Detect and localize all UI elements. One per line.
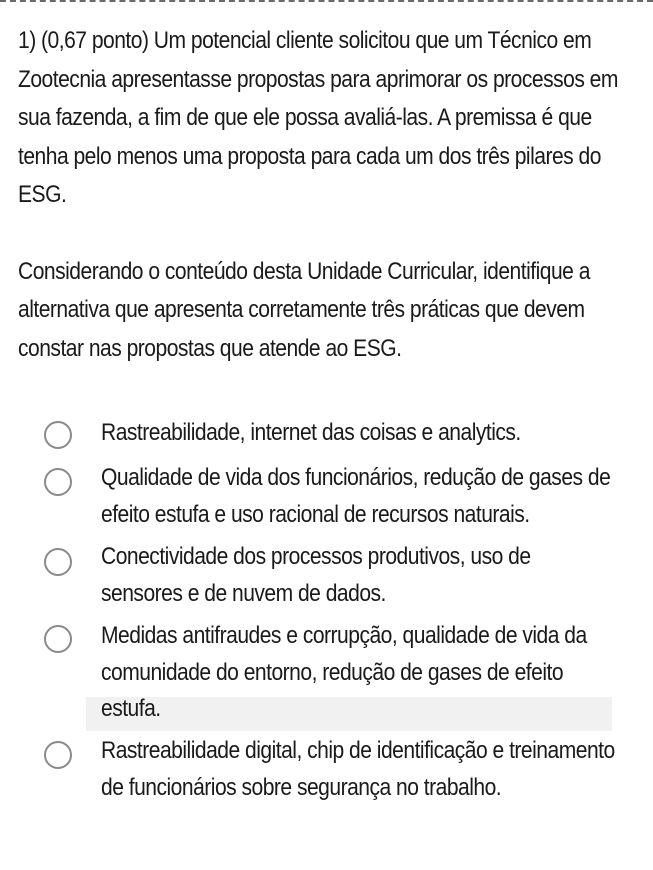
option-c-label[interactable]: Conectividade dos processos produtivos, uso de sensores e de nuvem de dados.: [101, 543, 531, 607]
option-d-label[interactable]: Medidas antifraudes e corrupção, qualidade de vida da comunidade do entorno, redução de gases de efeito estufa.: [101, 622, 587, 722]
radio-button-c[interactable]: [44, 548, 72, 576]
option-b-label[interactable]: Qualidade de vida dos funcionários, redução de gases de efeito estufa e uso racional de recursos naturais.: [101, 464, 611, 528]
radio-button-a[interactable]: [44, 421, 72, 449]
radio-button-e[interactable]: [44, 741, 72, 769]
question-statement: 1) (0,67 ponto) Um potencial cliente solicitou que um Técnico em Zootecnia apresentasse propostas para aprimorar os processos em sua fazenda, a fim de que ele possa avaliá-las. A premissa é que tenha pelo menos uma proposta para cada um dos três pilares do ESG.: [18, 27, 618, 208]
option-e-label[interactable]: Rastreabilidade digital, chip de identificação e treinamento de funcionários sobre segurança no trabalho.: [101, 737, 615, 801]
question-prompt: Considerando o conteúdo desta Unidade Curricular, identifique a alternativa que apresenta corretamente três práticas que devem constar nas propostas que atende ao ESG.: [18, 257, 590, 362]
option-a-label[interactable]: Rastreabilidade, internet das coisas e analytics.: [101, 419, 521, 446]
question-block: [18, 22, 637, 368]
dashed-top-border: [0, 0, 653, 2]
radio-button-d[interactable]: [44, 625, 72, 653]
radio-button-b[interactable]: [44, 468, 72, 496]
